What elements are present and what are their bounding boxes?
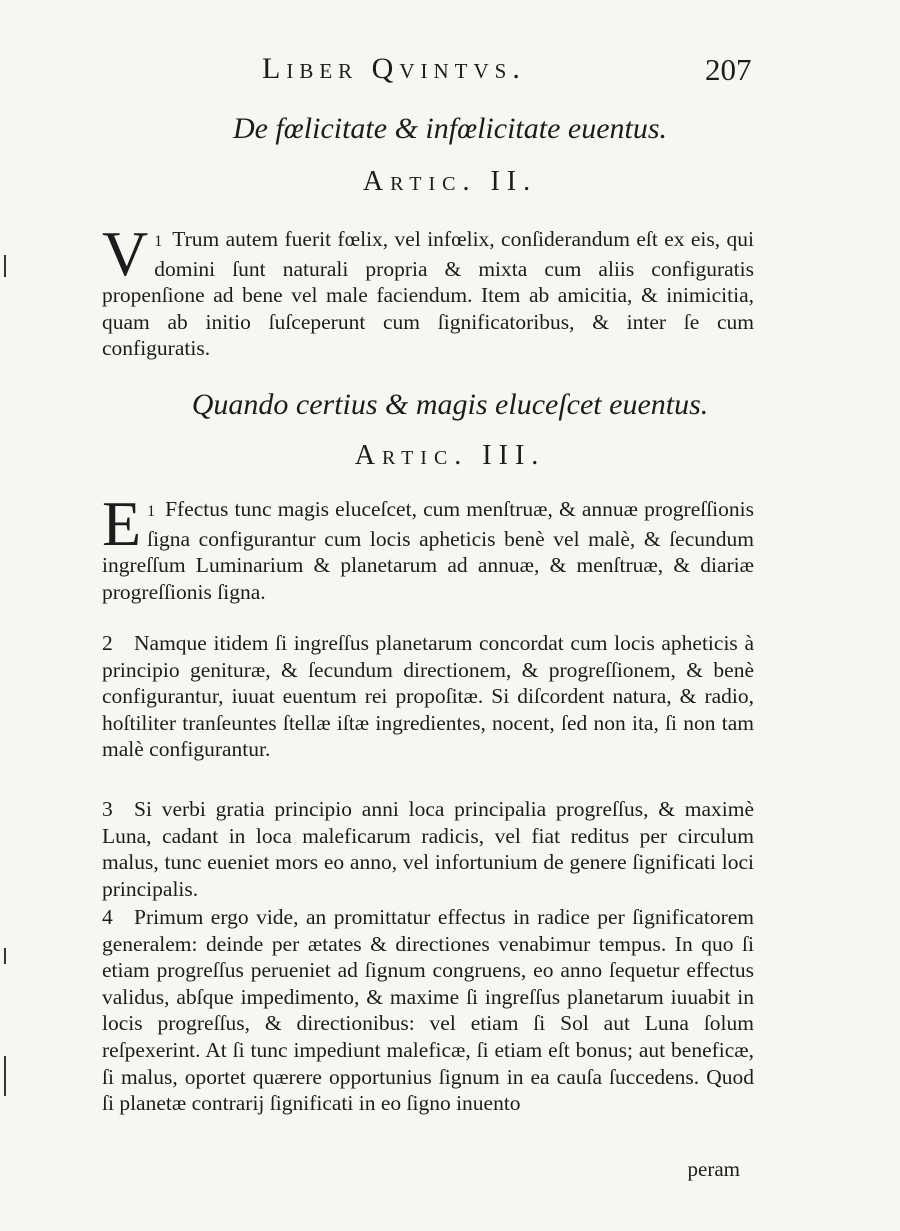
paragraph-art3-3 [102, 796, 754, 902]
margin-mark [4, 255, 6, 277]
paragraph-number: 1 [147, 503, 156, 520]
section-heading-2: Quando certius & magis eluceſcet euentus. [191, 388, 709, 421]
paragraph-text: Ffectus tunc magis eluceſcet, cum menſtruæ, & annuæ progreſſionis ſigna configurantur cum locis apheticis benè vel malè, & ſecundum ingreſſum Luminarium & planetarum ad annuæ, & menſtruæ, & diariæ progreſſionis ſigna. [102, 497, 754, 604]
paragraph-art2-1 [102, 218, 754, 362]
paragraph-text: Si verbi gratia principio anni loca principalia progreſſus, & maximè Luna, cadant in loca maleficarum radicis, vel fiat reditus per circulum malus, tunc eueniet mors eo anno, vel infortunium de genere ſignificati loci principalis. [102, 797, 754, 901]
paragraph-art3-1 [102, 488, 754, 605]
paragraph-text: Primum ergo vide, an promittatur effectus in radice per ſignificatorem generalem: deinde per ætates & directiones venabimur tempus. In quo ſi etiam progreſſus perueniet ad ſignum congruens, eo anno ſequetur effectus validus, abſque impedimento, & maxime ſi ingreſſus planetarum iuuabit in locis progreſſus, & directionibus: vel etiam ſi Sol aut Luna ſolum reſpexerint. At ſi tunc impediunt maleficæ, ſi etiam eſt bonus; aut beneficæ, ſi malus, oportet quærere opportunius ſignum in ea cauſa ſuccedens. Quod ſi planetæ contrarij ſignificati in eo ſigno inuento [102, 905, 754, 1116]
page-number: 207 [705, 52, 752, 87]
margin-mark [4, 1056, 6, 1096]
paragraph-number: 2 [102, 631, 113, 655]
paragraph-number: 1 [154, 233, 163, 250]
running-head [0, 48, 900, 98]
article-label-3: Artic. III. [354, 440, 546, 471]
paragraph-number: 3 [102, 797, 113, 821]
paragraph-art3-2 [102, 630, 754, 763]
paragraph-number: 4 [102, 905, 113, 929]
drop-cap: E [102, 488, 142, 559]
margin-mark [4, 948, 6, 964]
paragraph-text: Namque itidem ſi ingreſſus planetarum concordat cum locis apheticis à principio genituræ, & ſecundum directionem, & progreſſionem, & benè configurantur, iuuat euentum rei propoſitæ. Si diſcordent natura, & radio, hoſtiliter tranſeuntes ſtellæ iſtæ ingredientes, nocent, ſed non ita, ſi non tam malè configurantur. [102, 631, 754, 762]
paragraph-art3-4 [102, 904, 754, 1117]
drop-cap: V [102, 218, 149, 289]
article-label-2: Artic. II. [362, 166, 538, 197]
section-heading-1: De fœlicitate & infœlicitate euentus. [232, 112, 668, 145]
running-head-title: Liber Qvintvs. [262, 52, 526, 85]
paragraph-text: Trum autem fuerit fœlix, vel infœlix, conſiderandum eſt ex eis, qui domini ſunt naturali propria & mixta cum aliis configuratis propenſione ad bene vel male faciendum. Item ab amicitia, & inimicitia, quam ab initio ſuſceperunt cum ſignificatoribus, & inter ſe cum configuratis. [102, 227, 754, 361]
catchword: peram [687, 1157, 740, 1181]
